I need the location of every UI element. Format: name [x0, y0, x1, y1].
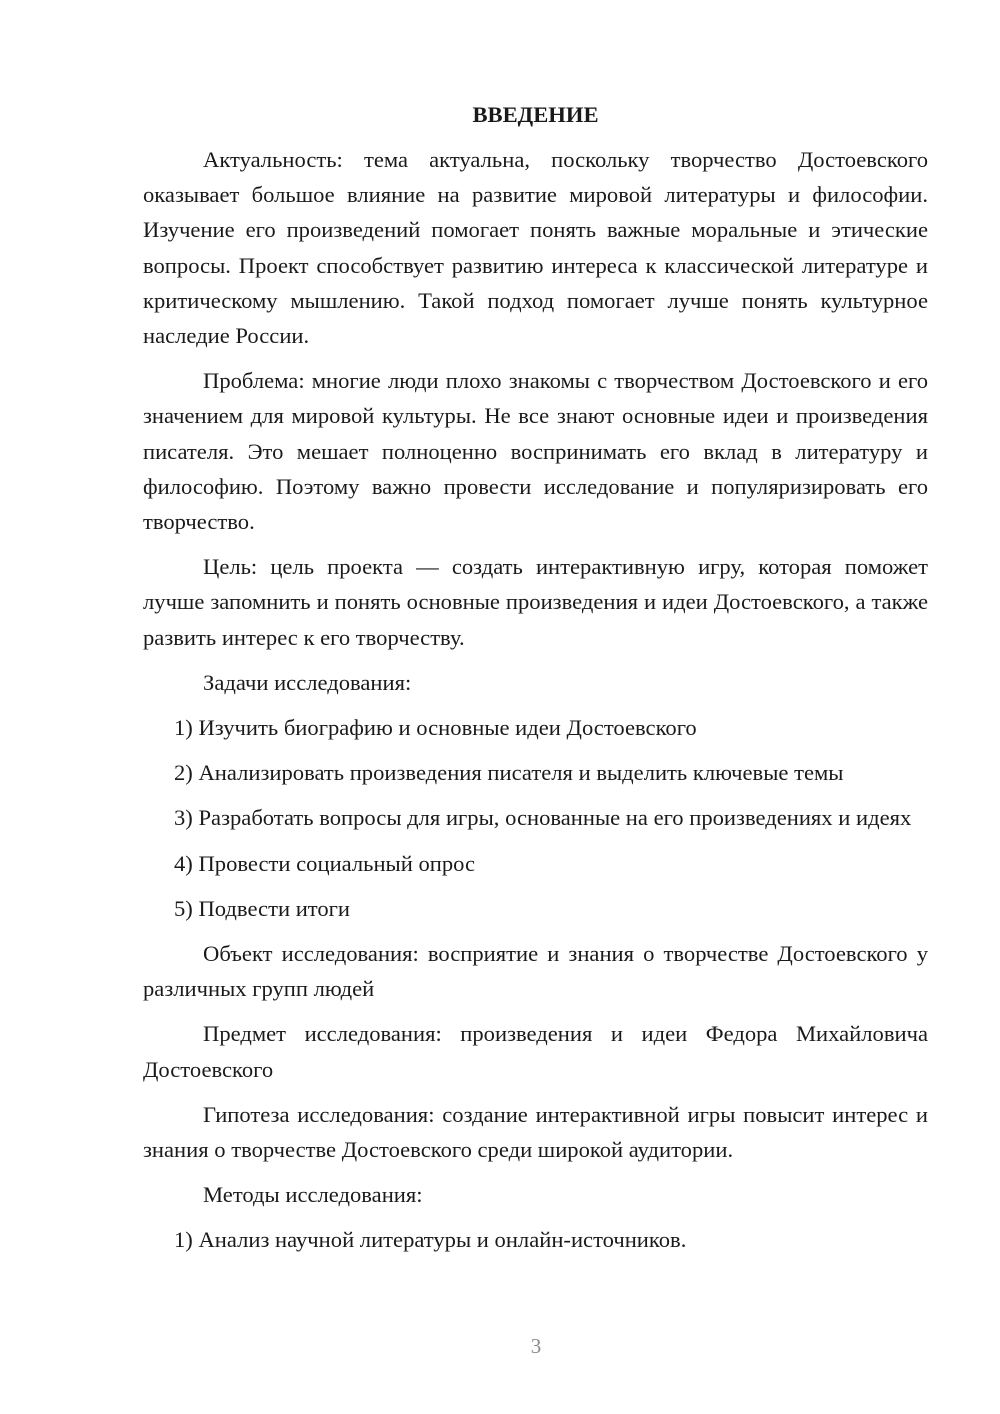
paragraph-relevance: Актуальность: тема актуальна, поскольку творчество Достоевского оказывает большое влияние на развитие мировой литературы и философии. Изучение его произведений помогает понять важные моральные и этические вопросы. Проект способствует развитию интереса к классической литературе и критическому мышлению. Такой подход помогает лучше понять культурное наследие России. [143, 147, 928, 349]
paragraph-object: Объект исследования: восприятие и знания о творчестве Достоевского у различных групп людей [143, 941, 928, 1002]
paragraph-hypothesis: Гипотеза исследования: создание интерактивной игры повысит интерес и знания о творчестве Достоевского среди широкой аудитории. [143, 1101, 928, 1163]
methods-title: Методы исследования: [203, 1182, 423, 1208]
task-item-1: 1) Изучить биографию и основные идеи Достоевского [174, 715, 697, 741]
task-item-4: 4) Провести социальный опрос [174, 850, 476, 876]
page-number: 3 [530, 1334, 542, 1358]
paragraph-goal: Цель: цель проекта — создать интерактивную игру, которая поможет лучше запомнить и понять основные произведения и идеи Достоевского, а также развить интерес к его творчеству. [143, 554, 928, 650]
task-item-5: 5) Подвести итоги [174, 895, 351, 921]
task-item-2: 2) Анализировать произведения писателя и выделить ключевые темы [174, 760, 844, 786]
page-heading: ВВЕДЕНИЕ [472, 102, 599, 127]
tasks-title: Задачи исследования: [203, 669, 412, 695]
paragraph-problem: Проблема: многие люди плохо знакомы с творчеством Достоевского и его значением для мировой культуры. Не все знают основные идеи и произведения писателя. Это мешает полноценно воспринимать его вклад в литературу и философию. Поэтому важно провести исследование и популяризировать его творчество. [143, 368, 928, 535]
page-content [143, 97, 928, 1268]
paragraph-subject: Предмет исследования: произведения и идеи Федора Михайловича Достоевского [143, 1021, 928, 1082]
task-item-3: 3) Разработать вопросы для игры, основанные на его произведениях и идеях [174, 805, 912, 831]
method-item-1: 1) Анализ научной литературы и онлайн-источников. [174, 1227, 687, 1253]
